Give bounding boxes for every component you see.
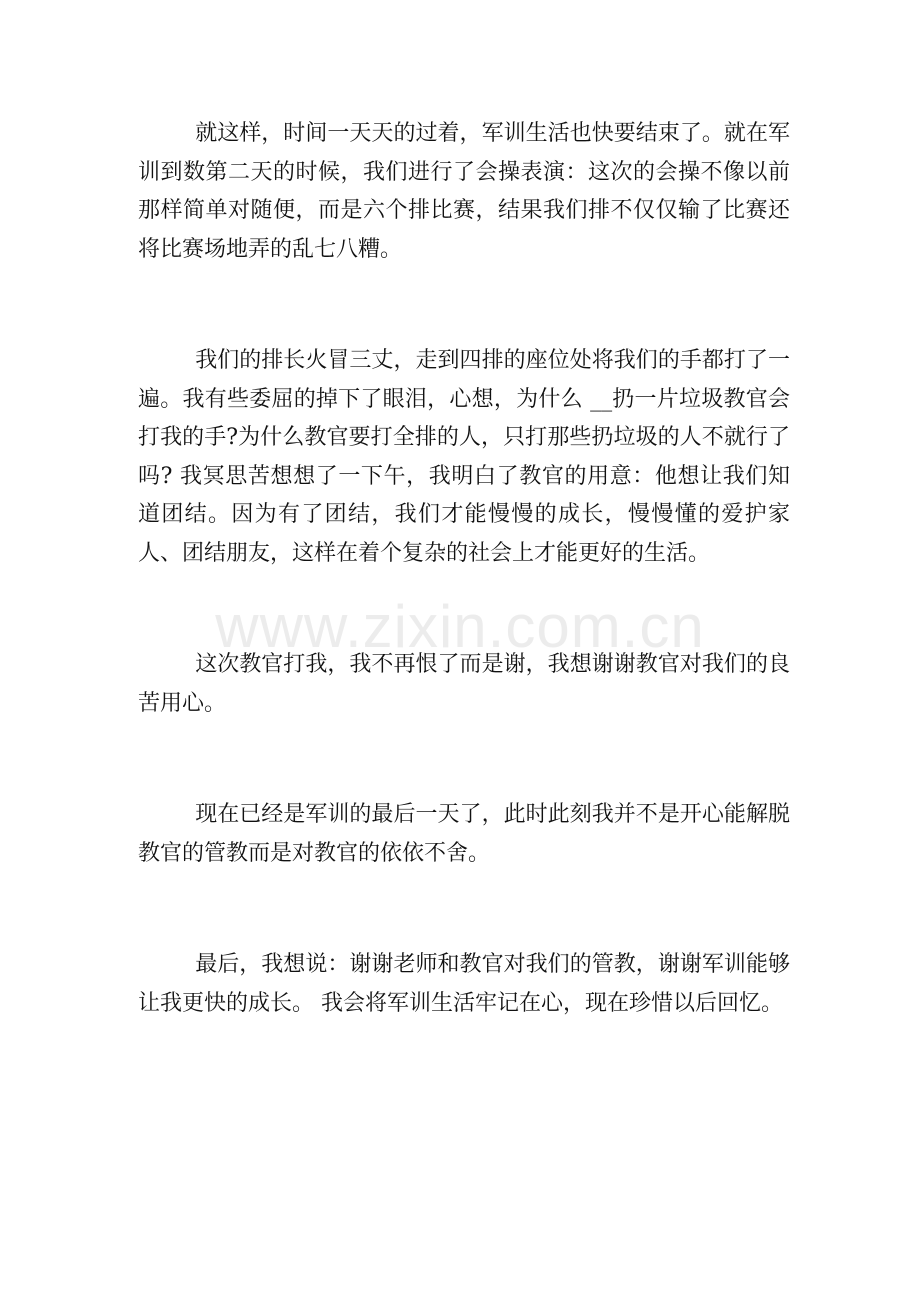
- paragraph-2: 我们的排长火冒三丈，走到四排的座位处将我们的手都打了一遍。我有些委屈的掉下了眼泪，心想，为什么 __扔一片垃圾教官会打我的手?为什么教官要打全排的人，只打那些扔垃圾的人不就行了吗? 我冥思苦想想了一下午，我明白了教官的用意：他想让我们知道团结。因为有了团结，我们才能慢慢的成长，慢慢懂的爱护家人、团结朋友，这样在着个复杂的社会上才能更好的生活。: [138, 348, 790, 566]
- watermark: www.zixin.com.cn: [215, 593, 705, 660]
- paragraph-5: 最后，我想说：谢谢老师和教官对我们的管教，谢谢军训能够让我更快的成长。 我会将军训生活牢记在心，现在珍惜以后回忆。: [138, 952, 790, 1016]
- paragraph-4: 现在已经是军训的最后一天了，此时此刻我并不是开心能解脱教官的管教而是对教官的依依不舍。: [138, 802, 790, 866]
- paragraph-3: 这次教官打我，我不再恨了而是谢，我想谢谢教官对我们的良苦用心。: [138, 652, 790, 716]
- paragraph-1: 就这样，时间一天天的过着，军训生活也快要结束了。就在军训到数第二天的时候，我们进行了会操表演：这次的会操不像以前那样简单对随便，而是六个排比赛，结果我们排不仅仅输了比赛还将比赛场地弄的乱七八糟。: [138, 121, 790, 262]
